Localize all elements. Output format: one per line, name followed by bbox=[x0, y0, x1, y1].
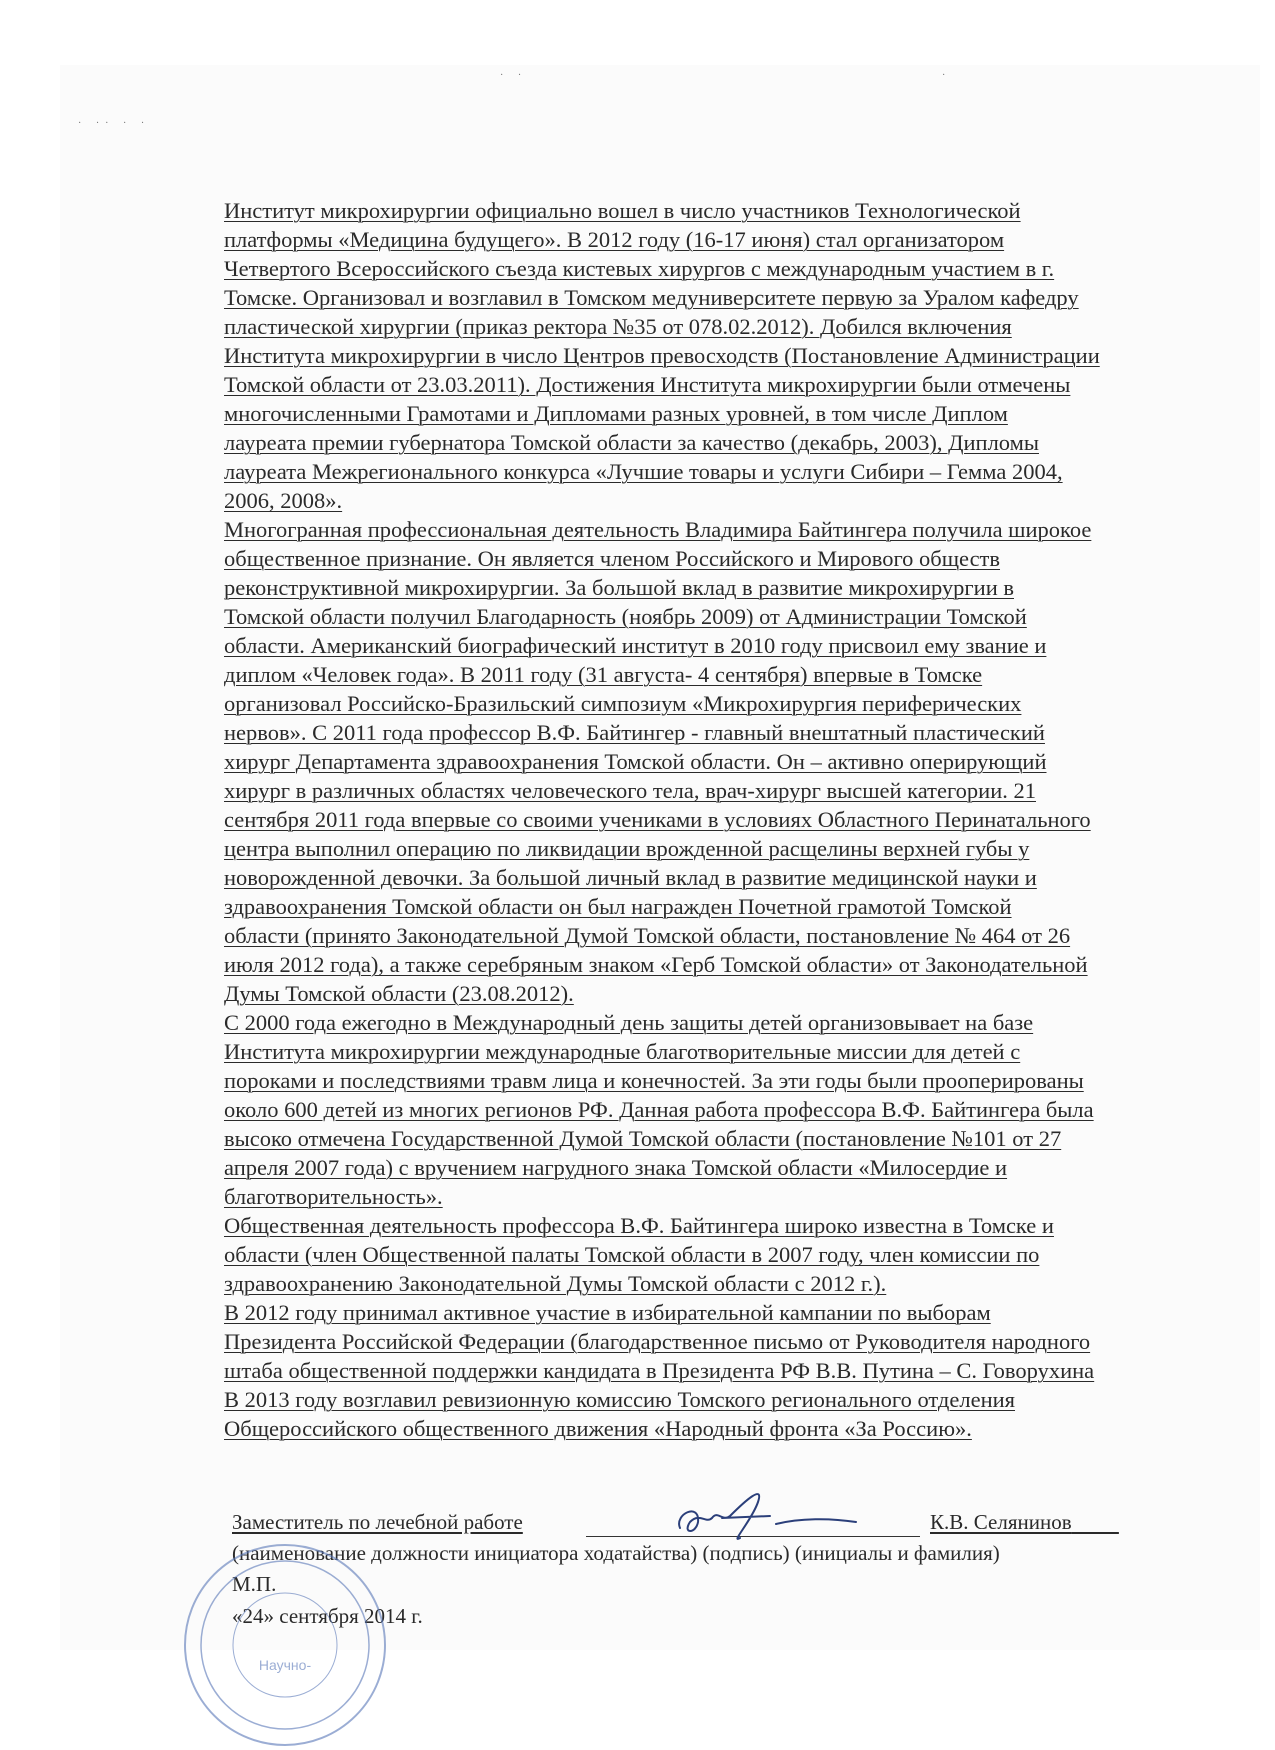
body-line: штаба общественной поддержки кандидата в Президента РФ В.В. Путина – С. Говорухина bbox=[224, 1358, 1095, 1383]
body-line: около 600 детей из многих регионов РФ. Данная работа профессора В.Ф. Байтингера была bbox=[224, 1097, 1094, 1122]
body-line: лауреата Межрегионального конкурса «Лучшие товары и услуги Сибири – Гемма 2004, bbox=[224, 459, 1063, 484]
body-line: новорожденной девочки. За большой личный вклад в развитие медицинской науки и bbox=[224, 865, 1037, 890]
body-line: Думы Томской области (23.08.2012). bbox=[224, 981, 574, 1006]
official-stamp bbox=[180, 1540, 390, 1750]
body-line: центра выполнил операцию по ликвидации врожденной расщелины верхней губы у bbox=[224, 836, 1030, 861]
body-line: 2006, 2008». bbox=[224, 488, 343, 513]
body-line: благотворительность». bbox=[224, 1184, 443, 1209]
body-line: Общероссийского общественного движения «Народный фронта «За Россию». bbox=[224, 1416, 972, 1441]
body-line: нервов». С 2011 года профессор В.Ф. Байтингер - главный внештатный пластический bbox=[224, 720, 1045, 745]
signer-name: К.В. Селянинов bbox=[930, 1510, 1072, 1534]
body-line: Томске. Организовал и возглавил в Томском медуниверситете первую за Уралом кафедру bbox=[224, 285, 1079, 310]
scan-speck: · · bbox=[500, 70, 528, 81]
body-line: общественное признание. Он является членом Российского и Мирового обществ bbox=[224, 546, 1001, 571]
body-line: организовал Российско-Бразильский симпозиум «Микрохирургия периферических bbox=[224, 691, 1022, 716]
body-line: лауреата премии губернатора Томской области за качество (декабрь, 2003), Дипломы bbox=[224, 430, 1039, 455]
body-line: пороками и последствиями травм лица и конечностей. За эти годы были прооперированы bbox=[224, 1068, 1084, 1093]
stamp-text: Научно- bbox=[258, 1657, 312, 1673]
body-line: Института микрохирургии в число Центров превосходств (Постановление Администрации bbox=[224, 343, 1100, 368]
body-line: апреля 2007 года) с вручением нагрудного знака Томской области «Милосердие и bbox=[224, 1155, 1008, 1180]
body-line: июля 2012 года), а также серебряным знаком «Герб Томской области» от Законодательной bbox=[224, 952, 1088, 977]
body-line: Многогранная профессиональная деятельность Владимира Байтингера получила широкое bbox=[224, 517, 1092, 542]
body-line: Институт микрохирургии официально вошел в число участников Технологической bbox=[224, 198, 1021, 223]
signature-captions: (наименование должности инициатора ходатайства) (подпись) (инициалы и фамилия) bbox=[232, 1541, 1000, 1565]
body-line: платформы «Медицина будущего». В 2012 году (16-17 июня) стал организатором bbox=[224, 227, 1005, 252]
body-line: хирург в различных областях человеческого тела, врач-хирург высшей категории. 21 bbox=[224, 778, 1036, 803]
body-line: хирург Департамента здравоохранения Томской области. Он – активно оперирующий bbox=[224, 749, 1047, 774]
body-line: Общественная деятельность профессора В.Ф. Байтингера широко известна в Томске и bbox=[224, 1213, 1054, 1238]
body-line: В 2013 году возглавил ревизионную комиссию Томского регионального отделения bbox=[224, 1387, 1016, 1412]
body-line: Томской области от 23.03.2011). Достижения Института микрохирургии были отмечены bbox=[224, 372, 1071, 397]
body-line: Томской области получил Благодарность (ноябрь 2009) от Администрации Томской bbox=[224, 604, 1027, 629]
body-line: С 2000 года ежегодно в Международный день защиты детей организовывает на базе bbox=[224, 1010, 1034, 1035]
document-date: «24» сентября 2014 г. bbox=[232, 1604, 423, 1628]
scan-speck: · ·· · · bbox=[78, 118, 151, 129]
body-line: здравоохранения Томской области он был награжден Почетной грамотой Томской bbox=[224, 894, 1012, 919]
body-line: области (принято Законодательной Думой Томской области, постановление № 464 от 26 bbox=[224, 923, 1071, 948]
signer-position: Заместитель по лечебной работе bbox=[232, 1510, 523, 1534]
body-line: области. Американский биографический институт в 2010 году присвоил ему звание и bbox=[224, 633, 1047, 658]
body-line: здравоохранению Законодательной Думы Томской области с 2012 г.). bbox=[224, 1271, 887, 1296]
body-line: реконструктивной микрохирургии. За большой вклад в развитие микрохирургии в bbox=[224, 575, 1014, 600]
body-line: В 2012 году принимал активное участие в избирательной кампании по выборам bbox=[224, 1300, 991, 1325]
body-line: Института микрохирургии международные благотворительные миссии для детей с bbox=[224, 1039, 1021, 1064]
seal-label: М.П. bbox=[232, 1572, 277, 1596]
body-line: пластической хирургии (приказ ректора №35 от 078.02.2012). Добился включения bbox=[224, 314, 1012, 339]
body-line: высоко отмечена Государственной Думой Томской области (постановление №101 от 27 bbox=[224, 1126, 1062, 1151]
body-line: Четвертого Всероссийского съезда кистевых хирургов с международным участием в г. bbox=[224, 256, 1055, 281]
body-line: области (член Общественной палаты Томской области в 2007 году, член комиссии по bbox=[224, 1242, 1040, 1267]
body-line: диплом «Человек года». В 2011 году (31 августа- 4 сентября) впервые в Томске bbox=[224, 662, 983, 687]
body-line: сентября 2011 года впервые со своими учениками в условиях Областного Перинатального bbox=[224, 807, 1091, 832]
scan-speck: · bbox=[942, 70, 952, 81]
body-line: Президента Российской Федерации (благодарственное письмо от Руководителя народного bbox=[224, 1329, 1091, 1354]
body-line: многочисленными Грамотами и Дипломами разных уровней, в том числе Диплом bbox=[224, 401, 1008, 426]
document-body bbox=[224, 196, 1214, 1443]
handwritten-signature bbox=[660, 1478, 860, 1548]
